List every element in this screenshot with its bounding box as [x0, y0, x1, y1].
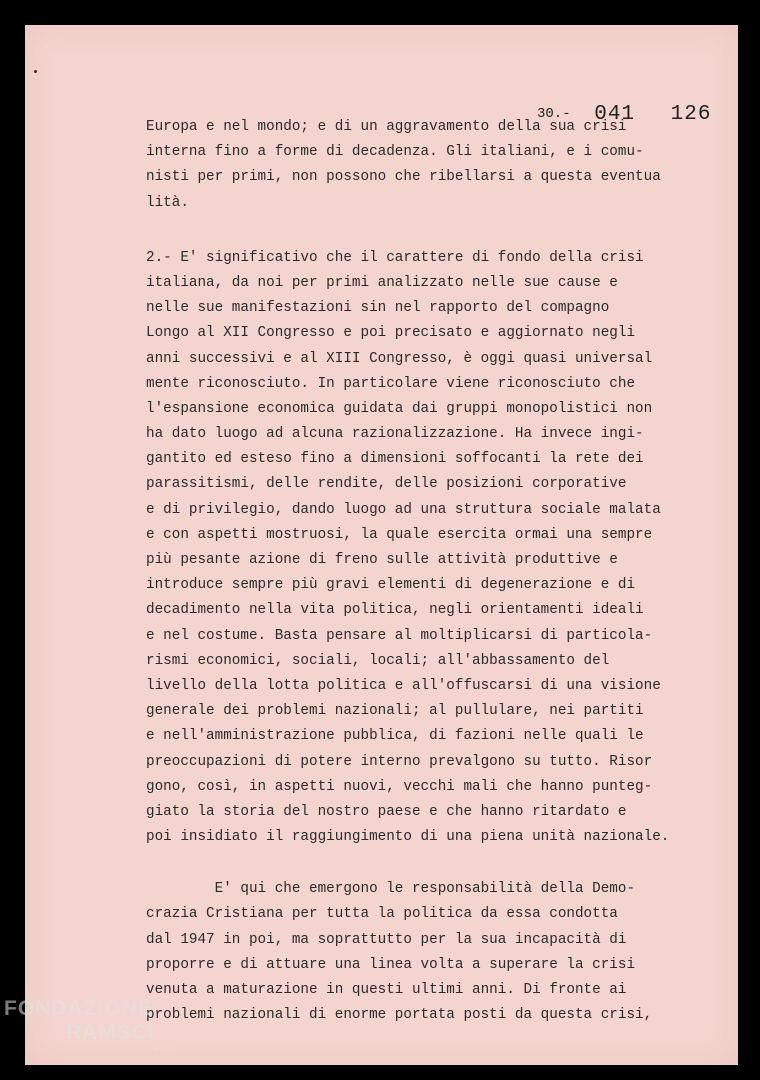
- text-line: e nell'amministrazione pubblica, di fazioni nelle quali le: [146, 728, 644, 745]
- text-line: interna fino a forme di decadenza. Gli italiani, e i comu-: [146, 144, 644, 161]
- text-line: venuta a maturazione in questi ultimi anni. Di fronte ai: [146, 982, 627, 998]
- watermark-line-2: RAMSCI: [66, 1021, 155, 1044]
- text-line: nelle sue manifestazioni sin nel rapporto del compagno: [146, 300, 610, 317]
- paragraph-2: [146, 246, 726, 851]
- text-line: anni successivi e al XIII Congresso, è oggi quasi universal: [146, 350, 653, 367]
- watermark-line-1: FONDAZIONE: [4, 997, 153, 1020]
- text-line: nisti per primi, non possono che ribellarsi a questa eventua: [146, 169, 661, 186]
- paragraph-1: [146, 115, 726, 216]
- text-line: e di privilegio, dando luogo ad una struttura sociale malata: [146, 501, 661, 518]
- text-line: più pesante azione di freno sulle attività produttive e: [146, 552, 618, 568]
- text-line: e nel costume. Basta pensare al moltiplicarsi di particola-: [146, 627, 653, 644]
- text-line: introduce sempre più gravi elementi di degenerazione e di: [146, 577, 636, 594]
- text-line: lità.: [146, 194, 189, 211]
- text-line: italiana, da noi per primi analizzato nelle sue cause e: [146, 274, 618, 291]
- text-line: generale dei problemi nazionali; al pullulare, nei partiti: [146, 703, 644, 720]
- text-line: decadimento nella vita politica, negli orientamenti ideali: [146, 602, 644, 619]
- text-line: mente riconosciuto. In particolare viene riconosciuto che: [146, 375, 636, 392]
- text-line: dal 1947 in poi, ma soprattutto per la sua incapacità di: [146, 931, 627, 948]
- paragraph-3: [146, 877, 726, 1028]
- text-line: Longo al XII Congresso e poi precisato e aggiornato negli: [146, 325, 636, 342]
- text-line: livello della lotta politica e all'offuscarsi di una visione: [146, 677, 661, 694]
- archive-number-right: 126: [670, 103, 712, 126]
- text-line: l'espansione economica guidata dai gruppi monopolistici non: [146, 400, 653, 417]
- text-line: proporre e di attuare una linea volta a superare la crisi: [146, 956, 636, 973]
- watermark-line-3: onlus: [154, 1044, 179, 1053]
- text-line: poi insidiato il raggiungimento di una piena unità nazionale.: [146, 829, 670, 846]
- paper-mark: [34, 70, 37, 73]
- document-page: [25, 25, 738, 1065]
- text-line: Europa e nel mondo; e di un aggravamento della sua crisi: [146, 119, 627, 135]
- text-line: preoccupazioni di potere interno prevalgono su tutto. Risor: [146, 753, 653, 770]
- fondazione-gramsci-watermark: [4, 997, 178, 1053]
- text-line: giato la storia del nostro paese e che hanno ritardato e: [146, 803, 627, 820]
- typed-text: [146, 115, 726, 1028]
- text-line: problemi nazionali di enorme portata posti da questa crisi,: [146, 1007, 653, 1024]
- text-line: gono, così, in aspetti nuovi, vecchi mali che hanno punteg-: [146, 778, 653, 795]
- archive-number-left: 041: [594, 103, 636, 126]
- text-line: 2.- E' significativo che il carattere di fondo della crisi: [146, 249, 644, 266]
- page-number: 30.-: [537, 106, 571, 122]
- text-line: E' qui che emergono le responsabilità della Demo-: [146, 881, 636, 898]
- text-line: crazia Cristiana per tutta la politica da essa condotta: [146, 906, 618, 923]
- text-line: rismi economici, sociali, locali; all'abbassamento del: [146, 652, 610, 669]
- text-line: e con aspetti mostruosi, la quale esercita ormai una sempre: [146, 526, 653, 543]
- text-line: gantito ed esteso fino a dimensioni soffocanti la rete dei: [146, 451, 644, 468]
- text-line: ha dato luogo ad alcuna razionalizzazione. Ha invece ingi-: [146, 426, 644, 443]
- text-line: parassitismi, delle rendite, delle posizioni corporative: [146, 476, 627, 493]
